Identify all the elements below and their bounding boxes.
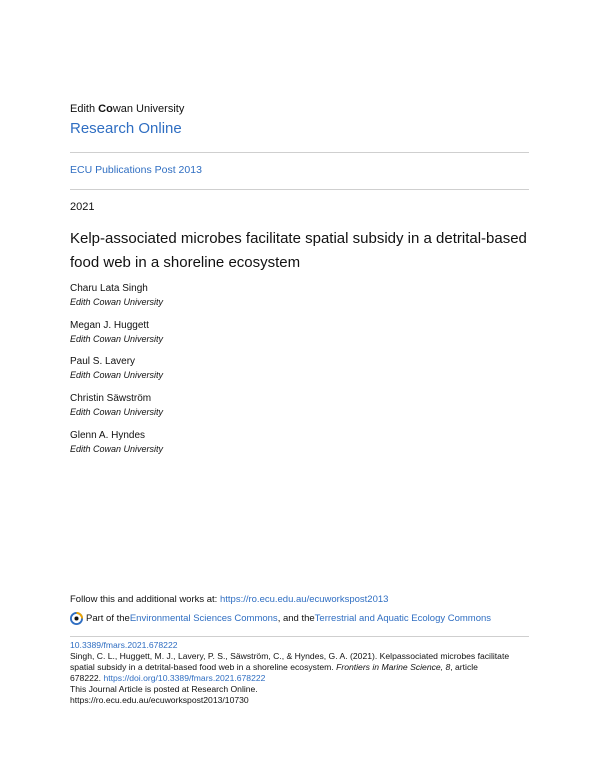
institution-name: Edith Cowan University: [70, 103, 185, 115]
author-affiliation: Edith Cowan University: [70, 444, 164, 454]
repository-link[interactable]: Research Online: [70, 120, 182, 137]
author-name: Charu Lata Singh: [70, 283, 148, 294]
author-affiliation: Edith Cowan University: [70, 297, 164, 307]
author-affiliation: Edith Cowan University: [70, 407, 164, 417]
article-url: https://ro.ecu.edu.au/ecuworkspost2013/10730: [70, 695, 249, 705]
terrestrial-aquatic-ecology-link[interactable]: Terrestrial and Aquatic Ecology Commons: [314, 613, 492, 624]
part-of-line: Part of the Environmental Sciences Commons , and the Terrestrial and Aquatic Ecology Commons: [70, 612, 491, 625]
divider-top: [70, 152, 529, 153]
author-affiliation: Edith Cowan University: [70, 370, 164, 380]
divider-middle: [70, 189, 529, 190]
posting-note: This Journal Article is posted at Research Online.: [70, 684, 258, 694]
journal-name: Frontiers in Marine Science, 8: [336, 662, 451, 672]
author-affiliation: Edith Cowan University: [70, 334, 164, 344]
citation-line: 678222. https://doi.org/10.3389/fmars.2021.678222: [70, 673, 266, 683]
author-name: Megan J. Huggett: [70, 320, 149, 331]
collection-link[interactable]: https://ro.ecu.edu.au/ecuworkspost2013: [219, 594, 389, 605]
commons-network-icon: [70, 612, 83, 625]
article-title: Kelp-associated microbes facilitate spatial subsidy in a detrital-based food web in a shoreline ecosystem: [70, 230, 527, 271]
doi-link[interactable]: 10.3389/fmars.2021.678222: [70, 640, 178, 650]
follow-line: Follow this and additional works at: https://ro.ecu.edu.au/ecuworkspost2013: [70, 594, 389, 605]
author-name: Glenn A. Hyndes: [70, 430, 146, 441]
doi-url-link[interactable]: https://doi.org/10.3389/fmars.2021.678222: [103, 673, 266, 683]
publication-year: 2021: [70, 201, 95, 213]
author-name: Christin Säwström: [70, 393, 152, 404]
citation-line: spatial subsidy in a detrital-based food web in a shoreline ecosystem. Frontiers in Marine Science, 8, article: [70, 662, 478, 672]
series-link[interactable]: ECU Publications Post 2013: [70, 164, 202, 176]
author-name: Paul S. Lavery: [70, 356, 136, 367]
citation-line: Singh, C. L., Huggett, M. J., Lavery, P. S., Säwström, C., & Hyndes, G. A. (2021). Kelpassociated microbes facilitate: [70, 651, 510, 661]
divider-bottom: [70, 636, 529, 637]
environmental-sciences-link[interactable]: Environmental Sciences Commons: [129, 613, 278, 624]
